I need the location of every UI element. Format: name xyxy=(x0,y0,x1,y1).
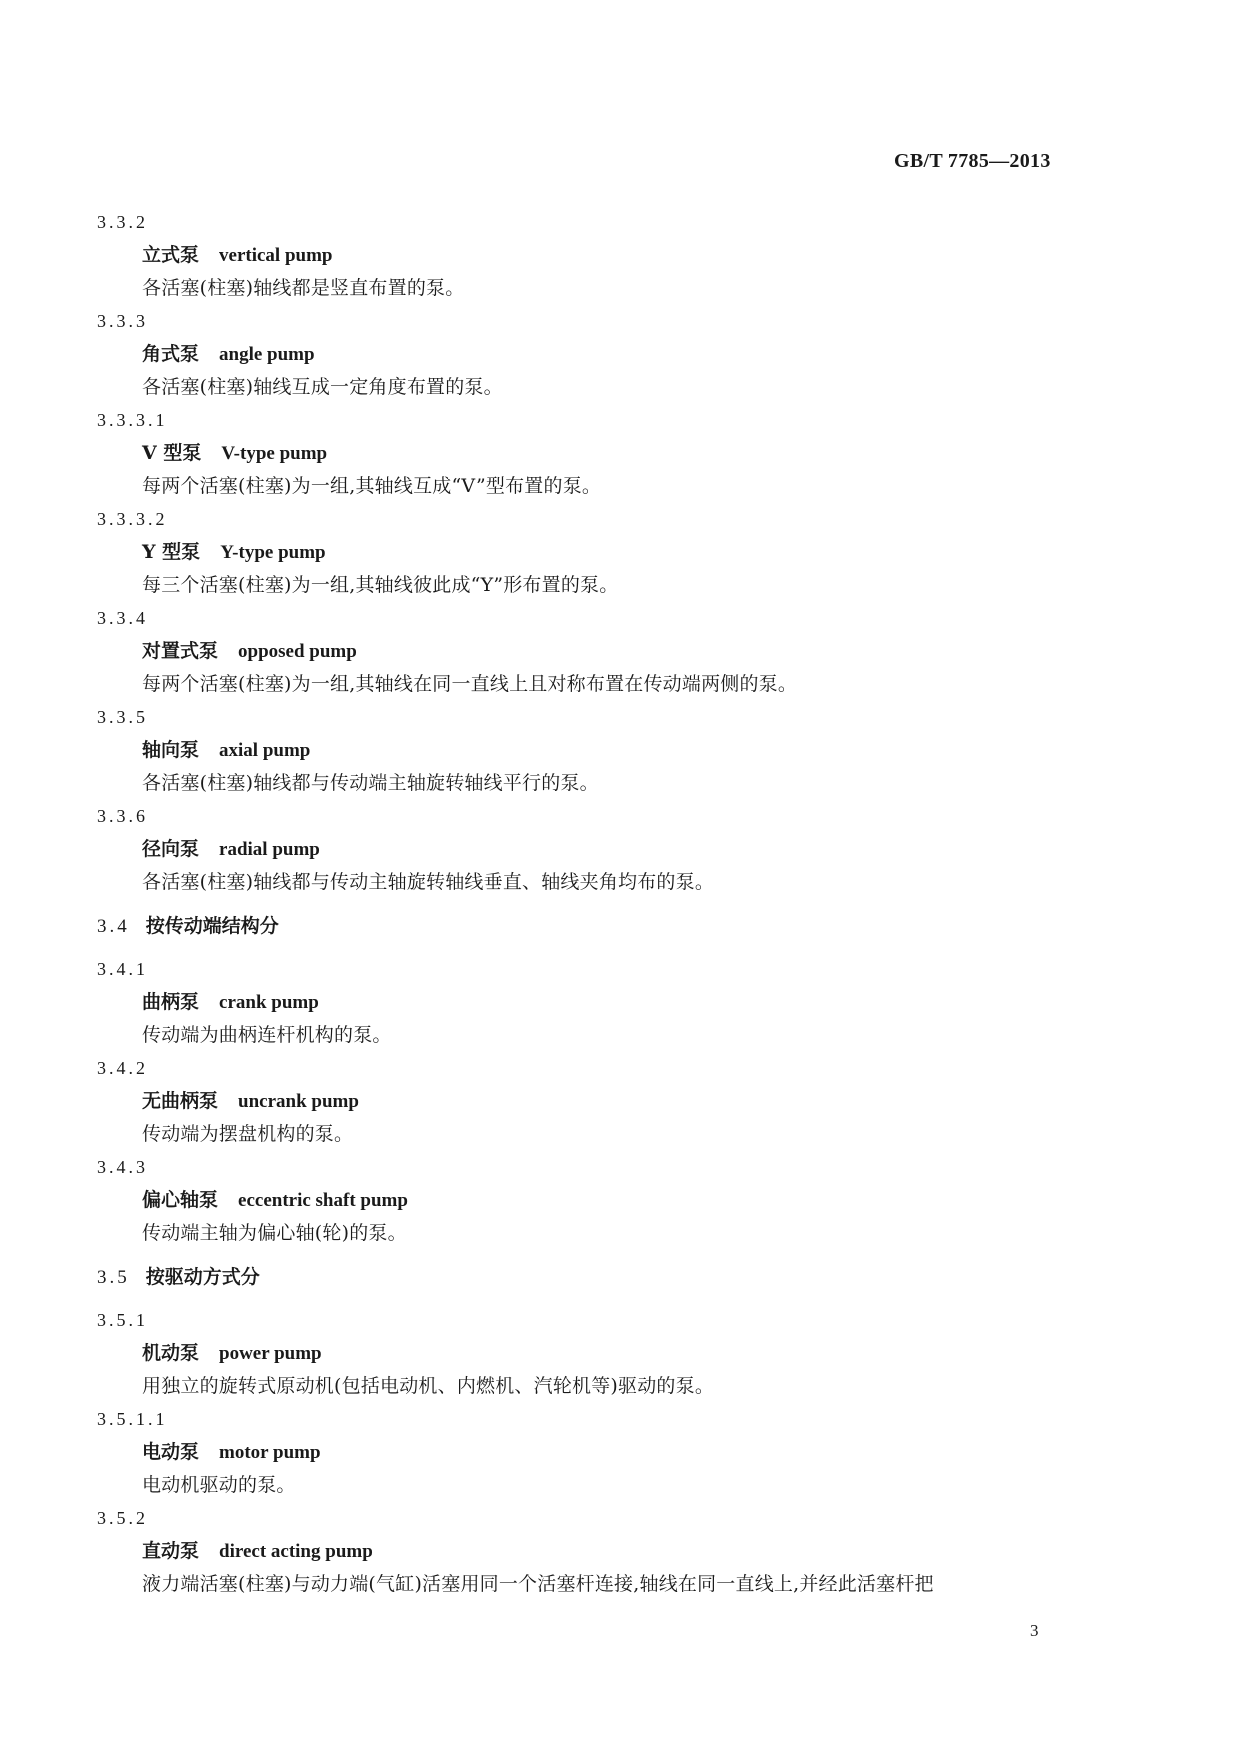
term-definition: 每三个活塞(柱塞)为一组,其轴线彼此成“Y”形布置的泵。 xyxy=(142,574,619,596)
term-definition: 用独立的旋转式原动机(包括电动机、内燃机、汽轮机等)驱动的泵。 xyxy=(142,1375,715,1397)
term-definition: 各活塞(柱塞)轴线都是竖直布置的泵。 xyxy=(142,277,465,299)
term-zh: 曲柄泵 xyxy=(142,991,200,1013)
term-number: 3.4.2 xyxy=(97,1058,148,1078)
term-zh: 径向泵 xyxy=(142,838,200,860)
term-number: 3.3.3 xyxy=(97,311,148,331)
term-entry xyxy=(0,206,1241,305)
term-number: 3.3.5 xyxy=(97,707,148,727)
term-number: 3.3.4 xyxy=(97,608,148,628)
term-entry xyxy=(0,602,1241,701)
term-en: eccentric shaft pump xyxy=(238,1190,408,1211)
term-title xyxy=(142,1184,1241,1217)
term-number: 3.5.1 xyxy=(97,1310,148,1330)
term-en: angle pump xyxy=(219,344,315,365)
term-definition: 每两个活塞(柱塞)为一组,其轴线互成“V”型布置的泵。 xyxy=(142,475,602,497)
term-zh: 轴向泵 xyxy=(142,739,200,761)
term-number: 3.4.1 xyxy=(97,959,148,979)
term-number: 3.5.1.1 xyxy=(97,1409,168,1429)
section-number: 3.4 xyxy=(97,916,130,937)
term-en: vertical pump xyxy=(219,245,333,266)
page-number: 3 xyxy=(1030,1621,1039,1640)
term-definition: 传动端主轴为偏心轴(轮)的泵。 xyxy=(142,1222,407,1244)
term-zh: V 型泵 xyxy=(142,442,202,464)
term-definition: 各活塞(柱塞)轴线都与传动主轴旋转轴线垂直、轴线夹角均布的泵。 xyxy=(142,871,715,893)
term-definition: 传动端为曲柄连杆机构的泵。 xyxy=(142,1024,392,1046)
term-entry xyxy=(0,1403,1241,1502)
term-entry xyxy=(0,1502,1241,1601)
term-title xyxy=(142,338,1241,371)
term-en: motor pump xyxy=(219,1442,321,1463)
term-en: Y-type pump xyxy=(220,542,326,563)
term-title xyxy=(142,1535,1241,1568)
section-heading xyxy=(97,1260,1241,1294)
page-body xyxy=(0,206,1241,1601)
term-entry xyxy=(0,305,1241,404)
term-en: opposed pump xyxy=(238,641,357,662)
term-zh: 立式泵 xyxy=(142,244,200,266)
term-zh: 直动泵 xyxy=(142,1540,200,1562)
term-definition: 各活塞(柱塞)轴线互成一定角度布置的泵。 xyxy=(142,376,503,398)
term-title xyxy=(142,635,1241,668)
term-number: 3.4.3 xyxy=(97,1157,148,1177)
section-title: 按传动端结构分 xyxy=(145,915,279,937)
term-en: V-type pump xyxy=(221,443,328,464)
term-title xyxy=(142,833,1241,866)
section-heading xyxy=(97,909,1241,943)
term-zh: 偏心轴泵 xyxy=(142,1189,219,1211)
term-title xyxy=(142,536,1241,569)
term-title xyxy=(142,239,1241,272)
term-definition: 各活塞(柱塞)轴线都与传动端主轴旋转轴线平行的泵。 xyxy=(142,772,599,794)
term-title xyxy=(142,734,1241,767)
term-en: power pump xyxy=(219,1343,322,1364)
term-zh: Y 型泵 xyxy=(142,541,201,563)
term-number: 3.3.2 xyxy=(97,212,148,232)
term-entry xyxy=(0,1304,1241,1403)
term-en: crank pump xyxy=(219,992,319,1013)
term-number: 3.3.3.1 xyxy=(97,410,168,430)
term-entry xyxy=(0,800,1241,899)
term-entry xyxy=(0,1052,1241,1151)
term-title xyxy=(142,1436,1241,1469)
term-zh: 电动泵 xyxy=(142,1441,200,1463)
term-title xyxy=(142,986,1241,1019)
term-entry xyxy=(0,953,1241,1052)
term-number: 3.3.6 xyxy=(97,806,148,826)
term-title xyxy=(142,1085,1241,1118)
section-title: 按驱动方式分 xyxy=(145,1266,260,1288)
term-number: 3.5.2 xyxy=(97,1508,148,1528)
term-en: direct acting pump xyxy=(219,1541,373,1562)
document-code: GB/T 7785—2013 xyxy=(894,150,1051,172)
term-en: radial pump xyxy=(219,839,320,860)
term-number: 3.3.3.2 xyxy=(97,509,168,529)
term-definition: 液力端活塞(柱塞)与动力端(气缸)活塞用同一个活塞杆连接,轴线在同一直线上,并经此活塞杆把 xyxy=(142,1573,934,1595)
term-zh: 无曲柄泵 xyxy=(142,1090,219,1112)
term-title xyxy=(142,437,1241,470)
term-title xyxy=(142,1337,1241,1370)
term-zh: 机动泵 xyxy=(142,1342,200,1364)
term-definition: 传动端为摆盘机构的泵。 xyxy=(142,1123,354,1145)
term-entry xyxy=(0,404,1241,503)
term-definition: 每两个活塞(柱塞)为一组,其轴线在同一直线上且对称布置在传动端两侧的泵。 xyxy=(142,673,798,695)
term-en: uncrank pump xyxy=(238,1091,359,1112)
section-number: 3.5 xyxy=(97,1267,130,1288)
term-en: axial pump xyxy=(219,740,311,761)
term-definition: 电动机驱动的泵。 xyxy=(142,1474,296,1496)
term-zh: 对置式泵 xyxy=(142,640,219,662)
term-entry xyxy=(0,1151,1241,1250)
term-entry xyxy=(0,701,1241,800)
term-zh: 角式泵 xyxy=(142,343,200,365)
term-entry xyxy=(0,503,1241,602)
